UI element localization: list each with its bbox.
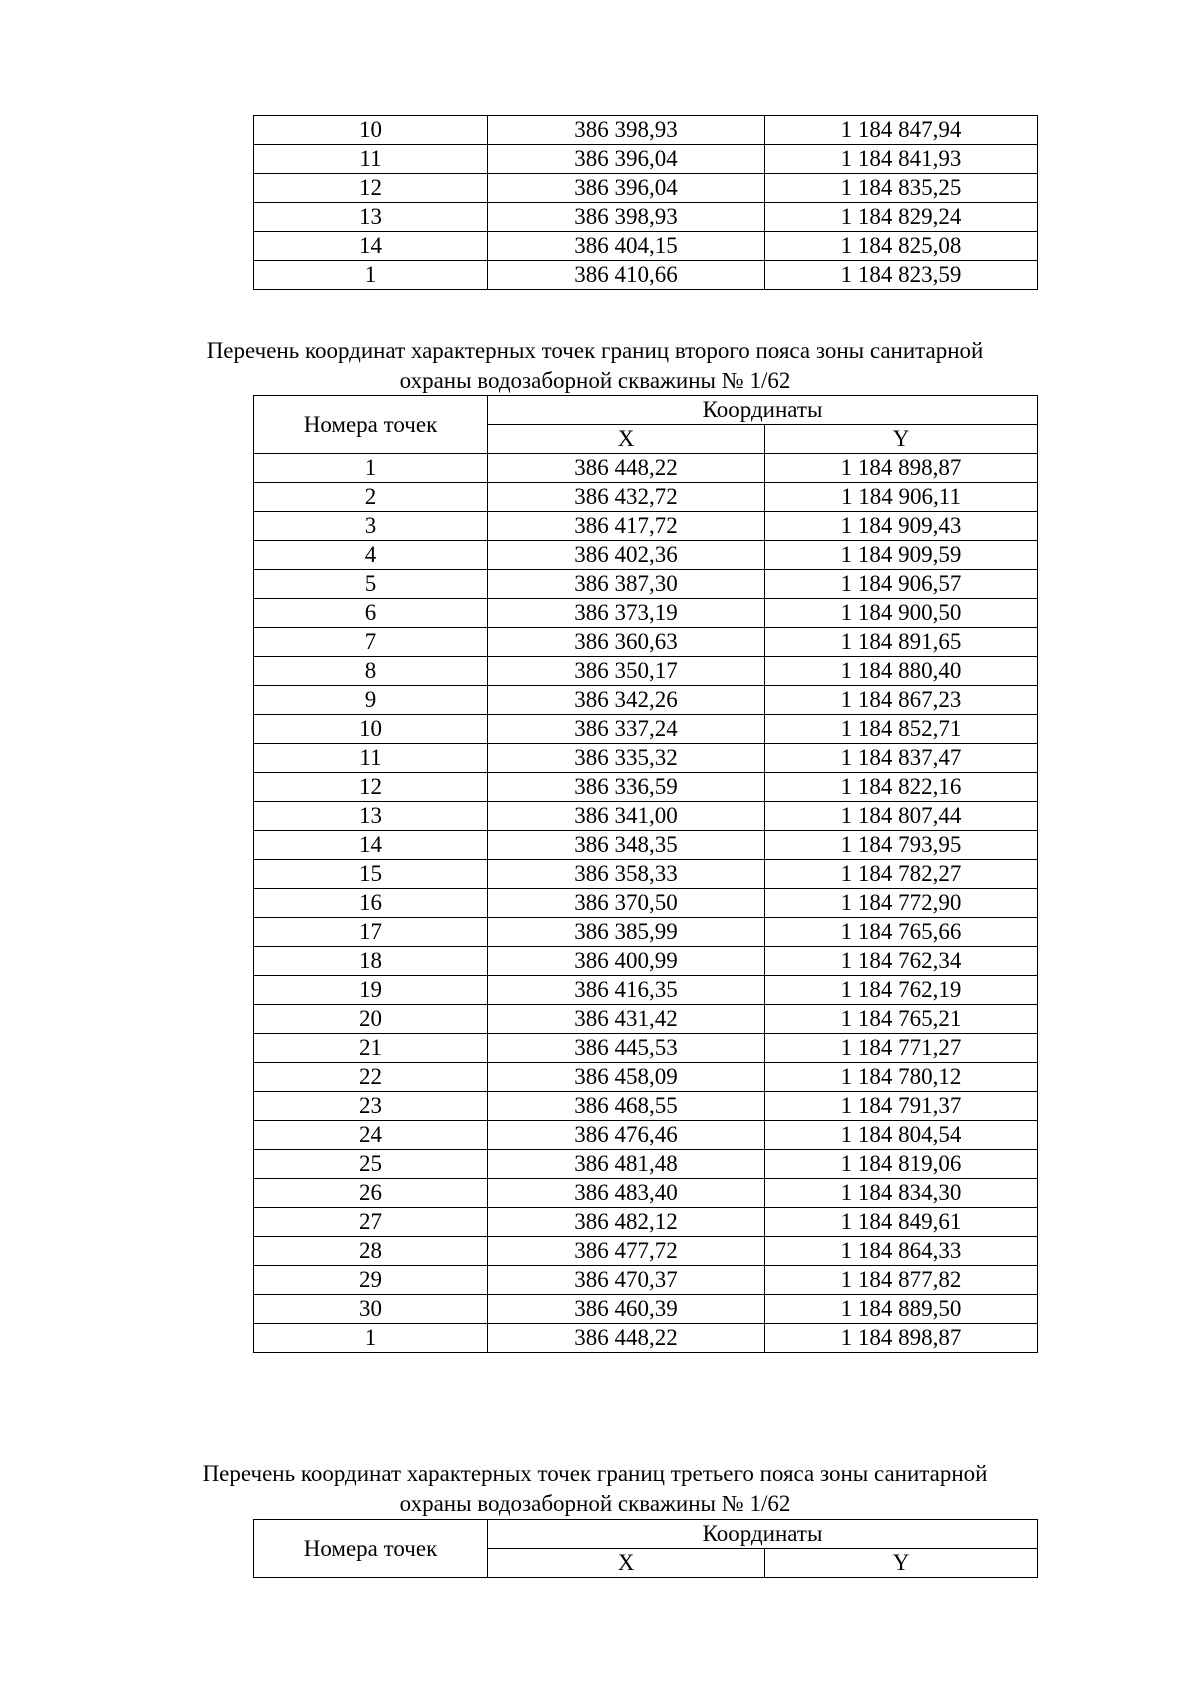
coord-y: 1 184 909,43 [765, 512, 1038, 541]
coord-x: 386 350,17 [488, 657, 765, 686]
table-row [254, 773, 1038, 802]
coord-x: 386 398,93 [488, 203, 765, 232]
coord-x: 386 483,40 [488, 1179, 765, 1208]
point-number: 14 [254, 232, 488, 261]
caption-line: охраны водозаборной скважины № 1/62 [399, 1491, 791, 1516]
coord-y: 1 184 847,94 [765, 116, 1038, 145]
coord-y: 1 184 829,24 [765, 203, 1038, 232]
table-body [254, 116, 1038, 290]
point-number: 7 [254, 628, 488, 657]
coord-x: 386 341,00 [488, 802, 765, 831]
coord-y: 1 184 791,37 [765, 1092, 1038, 1121]
table-row [254, 628, 1038, 657]
point-number: 29 [254, 1266, 488, 1295]
coord-x: 386 398,93 [488, 116, 765, 145]
table-row [254, 686, 1038, 715]
header-coordinates: Координаты [488, 396, 1038, 425]
header-x: X [488, 1549, 765, 1578]
coord-y: 1 184 880,40 [765, 657, 1038, 686]
table-row [254, 145, 1038, 174]
table-row [254, 889, 1038, 918]
header-row [254, 396, 1038, 425]
header-row [254, 1520, 1038, 1549]
point-number: 17 [254, 918, 488, 947]
point-number: 24 [254, 1121, 488, 1150]
table-row [254, 976, 1038, 1005]
coordinates-table-continued [253, 115, 1038, 290]
coord-y: 1 184 793,95 [765, 831, 1038, 860]
coord-y: 1 184 898,87 [765, 454, 1038, 483]
header-coordinates: Координаты [488, 1520, 1038, 1549]
point-number: 11 [254, 744, 488, 773]
coord-y: 1 184 877,82 [765, 1266, 1038, 1295]
coord-y: 1 184 889,50 [765, 1295, 1038, 1324]
coord-y: 1 184 823,59 [765, 261, 1038, 290]
coord-y: 1 184 867,23 [765, 686, 1038, 715]
coord-x: 386 396,04 [488, 145, 765, 174]
point-number: 23 [254, 1092, 488, 1121]
table-row [254, 947, 1038, 976]
coord-y: 1 184 837,47 [765, 744, 1038, 773]
coord-y: 1 184 825,08 [765, 232, 1038, 261]
point-number: 12 [254, 773, 488, 802]
point-number: 18 [254, 947, 488, 976]
header-y: Y [765, 1549, 1038, 1578]
coord-x: 386 432,72 [488, 483, 765, 512]
point-number: 3 [254, 512, 488, 541]
coord-y: 1 184 782,27 [765, 860, 1038, 889]
point-number: 1 [254, 1324, 488, 1353]
table-row [254, 1324, 1038, 1353]
point-number: 10 [254, 116, 488, 145]
point-number: 22 [254, 1063, 488, 1092]
coord-y: 1 184 807,44 [765, 802, 1038, 831]
section-caption-second-belt [150, 336, 1040, 396]
coord-x: 386 431,42 [488, 1005, 765, 1034]
coord-y: 1 184 819,06 [765, 1150, 1038, 1179]
table-row [254, 715, 1038, 744]
coord-x: 386 404,15 [488, 232, 765, 261]
coord-y: 1 184 864,33 [765, 1237, 1038, 1266]
coord-y: 1 184 822,16 [765, 773, 1038, 802]
coord-y: 1 184 762,34 [765, 947, 1038, 976]
point-number: 5 [254, 570, 488, 599]
coord-y: 1 184 900,50 [765, 599, 1038, 628]
table-row [254, 1208, 1038, 1237]
coord-x: 386 373,19 [488, 599, 765, 628]
coord-y: 1 184 804,54 [765, 1121, 1038, 1150]
table-row [254, 599, 1038, 628]
caption-line: Перечень координат характерных точек границ второго пояса зоны санитарной [206, 338, 984, 363]
table-row [254, 1092, 1038, 1121]
header-x: X [488, 425, 765, 454]
point-number: 19 [254, 976, 488, 1005]
point-number: 12 [254, 174, 488, 203]
header-points: Номера точек [254, 396, 488, 454]
coord-x: 386 468,55 [488, 1092, 765, 1121]
coord-x: 386 400,99 [488, 947, 765, 976]
point-number: 20 [254, 1005, 488, 1034]
coord-x: 386 482,12 [488, 1208, 765, 1237]
table-row [254, 232, 1038, 261]
table-row [254, 116, 1038, 145]
point-number: 6 [254, 599, 488, 628]
coord-x: 386 348,35 [488, 831, 765, 860]
coord-x: 386 385,99 [488, 918, 765, 947]
section-caption-third-belt [150, 1459, 1040, 1519]
coord-y: 1 184 906,57 [765, 570, 1038, 599]
caption-line: Перечень координат характерных точек границ третьего пояса зоны санитарной [202, 1461, 988, 1486]
caption-line: охраны водозаборной скважины № 1/62 [399, 368, 791, 393]
point-number: 2 [254, 483, 488, 512]
coord-x: 386 445,53 [488, 1034, 765, 1063]
coord-x: 386 360,63 [488, 628, 765, 657]
table-row [254, 918, 1038, 947]
coord-x: 386 402,36 [488, 541, 765, 570]
point-number: 21 [254, 1034, 488, 1063]
table-row [254, 1034, 1038, 1063]
table-row [254, 483, 1038, 512]
table-row [254, 261, 1038, 290]
table-row [254, 454, 1038, 483]
coord-y: 1 184 906,11 [765, 483, 1038, 512]
table-header [254, 1520, 1038, 1578]
coord-x: 386 448,22 [488, 454, 765, 483]
coord-x: 386 477,72 [488, 1237, 765, 1266]
coord-y: 1 184 780,12 [765, 1063, 1038, 1092]
coord-x: 386 470,37 [488, 1266, 765, 1295]
coord-x: 386 416,35 [488, 976, 765, 1005]
table-row [254, 1179, 1038, 1208]
coord-y: 1 184 835,25 [765, 174, 1038, 203]
table-row [254, 1237, 1038, 1266]
coord-y: 1 184 765,66 [765, 918, 1038, 947]
coord-y: 1 184 841,93 [765, 145, 1038, 174]
coord-x: 386 387,30 [488, 570, 765, 599]
coord-x: 386 476,46 [488, 1121, 765, 1150]
coord-x: 386 410,66 [488, 261, 765, 290]
table-row [254, 1063, 1038, 1092]
coord-y: 1 184 898,87 [765, 1324, 1038, 1353]
point-number: 8 [254, 657, 488, 686]
coord-x: 386 396,04 [488, 174, 765, 203]
coord-y: 1 184 834,30 [765, 1179, 1038, 1208]
point-number: 16 [254, 889, 488, 918]
table-row [254, 1295, 1038, 1324]
coord-x: 386 358,33 [488, 860, 765, 889]
point-number: 14 [254, 831, 488, 860]
coord-x: 386 417,72 [488, 512, 765, 541]
table-row [254, 1005, 1038, 1034]
table-row [254, 1121, 1038, 1150]
point-number: 10 [254, 715, 488, 744]
point-number: 13 [254, 802, 488, 831]
table-row [254, 541, 1038, 570]
point-number: 13 [254, 203, 488, 232]
coordinates-table-second-belt [253, 395, 1038, 1353]
table-row [254, 203, 1038, 232]
table-row [254, 744, 1038, 773]
point-number: 1 [254, 261, 488, 290]
coord-y: 1 184 765,21 [765, 1005, 1038, 1034]
point-number: 26 [254, 1179, 488, 1208]
table-body [254, 454, 1038, 1353]
coord-x: 386 448,22 [488, 1324, 765, 1353]
coord-x: 386 458,09 [488, 1063, 765, 1092]
point-number: 30 [254, 1295, 488, 1324]
coord-x: 386 460,39 [488, 1295, 765, 1324]
coord-x: 386 337,24 [488, 715, 765, 744]
coordinates-table-third-belt [253, 1519, 1038, 1578]
table-row [254, 860, 1038, 889]
header-points: Номера точек [254, 1520, 488, 1578]
table-row [254, 657, 1038, 686]
coord-y: 1 184 762,19 [765, 976, 1038, 1005]
table-row [254, 802, 1038, 831]
table-row [254, 1150, 1038, 1179]
point-number: 28 [254, 1237, 488, 1266]
coord-y: 1 184 891,65 [765, 628, 1038, 657]
table-header [254, 396, 1038, 454]
table-row [254, 174, 1038, 203]
coord-x: 386 370,50 [488, 889, 765, 918]
coord-y: 1 184 849,61 [765, 1208, 1038, 1237]
table-row [254, 831, 1038, 860]
coord-x: 386 342,26 [488, 686, 765, 715]
point-number: 25 [254, 1150, 488, 1179]
point-number: 11 [254, 145, 488, 174]
coord-y: 1 184 772,90 [765, 889, 1038, 918]
header-y: Y [765, 425, 1038, 454]
point-number: 9 [254, 686, 488, 715]
coord-x: 386 336,59 [488, 773, 765, 802]
coord-x: 386 335,32 [488, 744, 765, 773]
coord-y: 1 184 771,27 [765, 1034, 1038, 1063]
coord-y: 1 184 852,71 [765, 715, 1038, 744]
table-row [254, 512, 1038, 541]
table-row [254, 570, 1038, 599]
point-number: 1 [254, 454, 488, 483]
point-number: 27 [254, 1208, 488, 1237]
point-number: 4 [254, 541, 488, 570]
coord-x: 386 481,48 [488, 1150, 765, 1179]
coord-y: 1 184 909,59 [765, 541, 1038, 570]
point-number: 15 [254, 860, 488, 889]
table-row [254, 1266, 1038, 1295]
